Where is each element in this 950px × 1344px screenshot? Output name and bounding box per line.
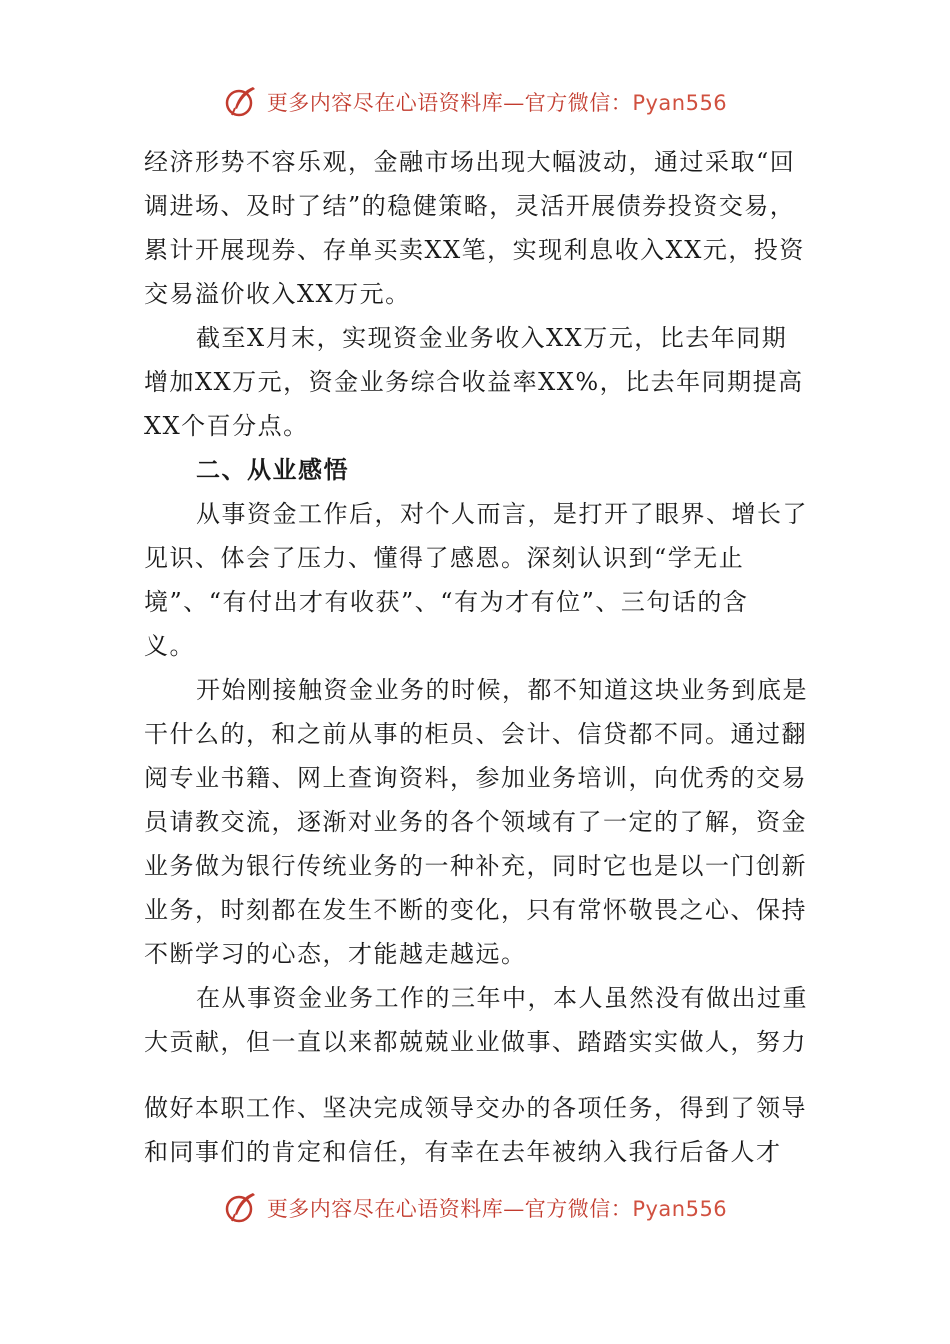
paragraph-line: 大贡献，但一直以来都兢兢业业做事、踏踏实实做人，努力 bbox=[144, 1028, 807, 1056]
watermark-header bbox=[0, 82, 950, 122]
paragraph-line: 从事资金工作后，对个人而言，是打开了眼界、增长了 bbox=[196, 500, 808, 528]
paragraph-line: 经济形势不容乐观，金融市场出现大幅波动，通过采取“回 bbox=[144, 148, 796, 176]
paragraph-line: 在从事资金业务工作的三年中，本人虽然没有做出过重 bbox=[196, 984, 808, 1012]
paragraph-line: 不断学习的心态，才能越走越远。 bbox=[144, 940, 527, 968]
paragraph-line: 境”、“有付出才有收获”、“有为才有位”、三句话的含 bbox=[144, 588, 749, 616]
watermark-footer bbox=[0, 1188, 950, 1228]
paragraph-line: 业务做为银行传统业务的一种补充，同时它也是以一门创新 bbox=[144, 852, 807, 880]
feather-logo-icon bbox=[223, 84, 259, 120]
document-body bbox=[144, 140, 808, 1174]
paragraph-line: 截至X月末，实现资金业务收入XX万元，比去年同期 bbox=[196, 324, 788, 352]
paragraph-line: 增加XX万元，资金业务综合收益率XX%，比去年同期提高 bbox=[144, 368, 804, 396]
paragraph-line: 和同事们的肯定和信任，有幸在去年被纳入我行后备人才 bbox=[144, 1138, 782, 1166]
paragraph-line: 干什么的，和之前从事的柜员、会计、信贷都不同。通过翻 bbox=[144, 720, 807, 748]
paragraph-line: 义。 bbox=[144, 632, 195, 660]
paragraph-line: XX个百分点。 bbox=[144, 412, 309, 440]
watermark-text: 更多内容尽在心语资料库—官方微信：Pyan556 bbox=[266, 91, 728, 115]
watermark-account: Pyan556 bbox=[632, 91, 728, 115]
paragraph-line: 见识、体会了压力、懂得了感恩。深刻认识到“学无止 bbox=[144, 544, 745, 572]
paragraph-line: 累计开展现券、存单买卖XX笔，实现利息收入XX元，投资 bbox=[144, 236, 805, 264]
watermark-account: Pyan556 bbox=[632, 1197, 728, 1221]
paragraph-line: 做好本职工作、坚决完成领导交办的各项任务，得到了领导 bbox=[144, 1094, 807, 1122]
paragraph-line: 开始刚接触资金业务的时候，都不知道这块业务到底是 bbox=[196, 676, 808, 704]
paragraph-line: 员请教交流，逐渐对业务的各个领域有了一定的了解，资金 bbox=[144, 808, 807, 836]
section-heading: 二、从业感悟 bbox=[196, 455, 349, 484]
paragraph-line: 阅专业书籍、网上查询资料，参加业务培训，向优秀的交易 bbox=[144, 764, 807, 792]
line-gap bbox=[144, 1064, 808, 1086]
paragraph-line: 交易溢价收入XX万元。 bbox=[144, 280, 411, 308]
feather-logo-icon bbox=[223, 1190, 259, 1226]
paragraph-line: 调进场、及时了结”的稳健策略，灵活开展债券投资交易， bbox=[144, 192, 796, 220]
paragraph-line: 业务，时刻都在发生不断的变化，只有常怀敬畏之心、保持 bbox=[144, 896, 807, 924]
watermark-text: 更多内容尽在心语资料库—官方微信：Pyan556 bbox=[266, 1197, 728, 1221]
